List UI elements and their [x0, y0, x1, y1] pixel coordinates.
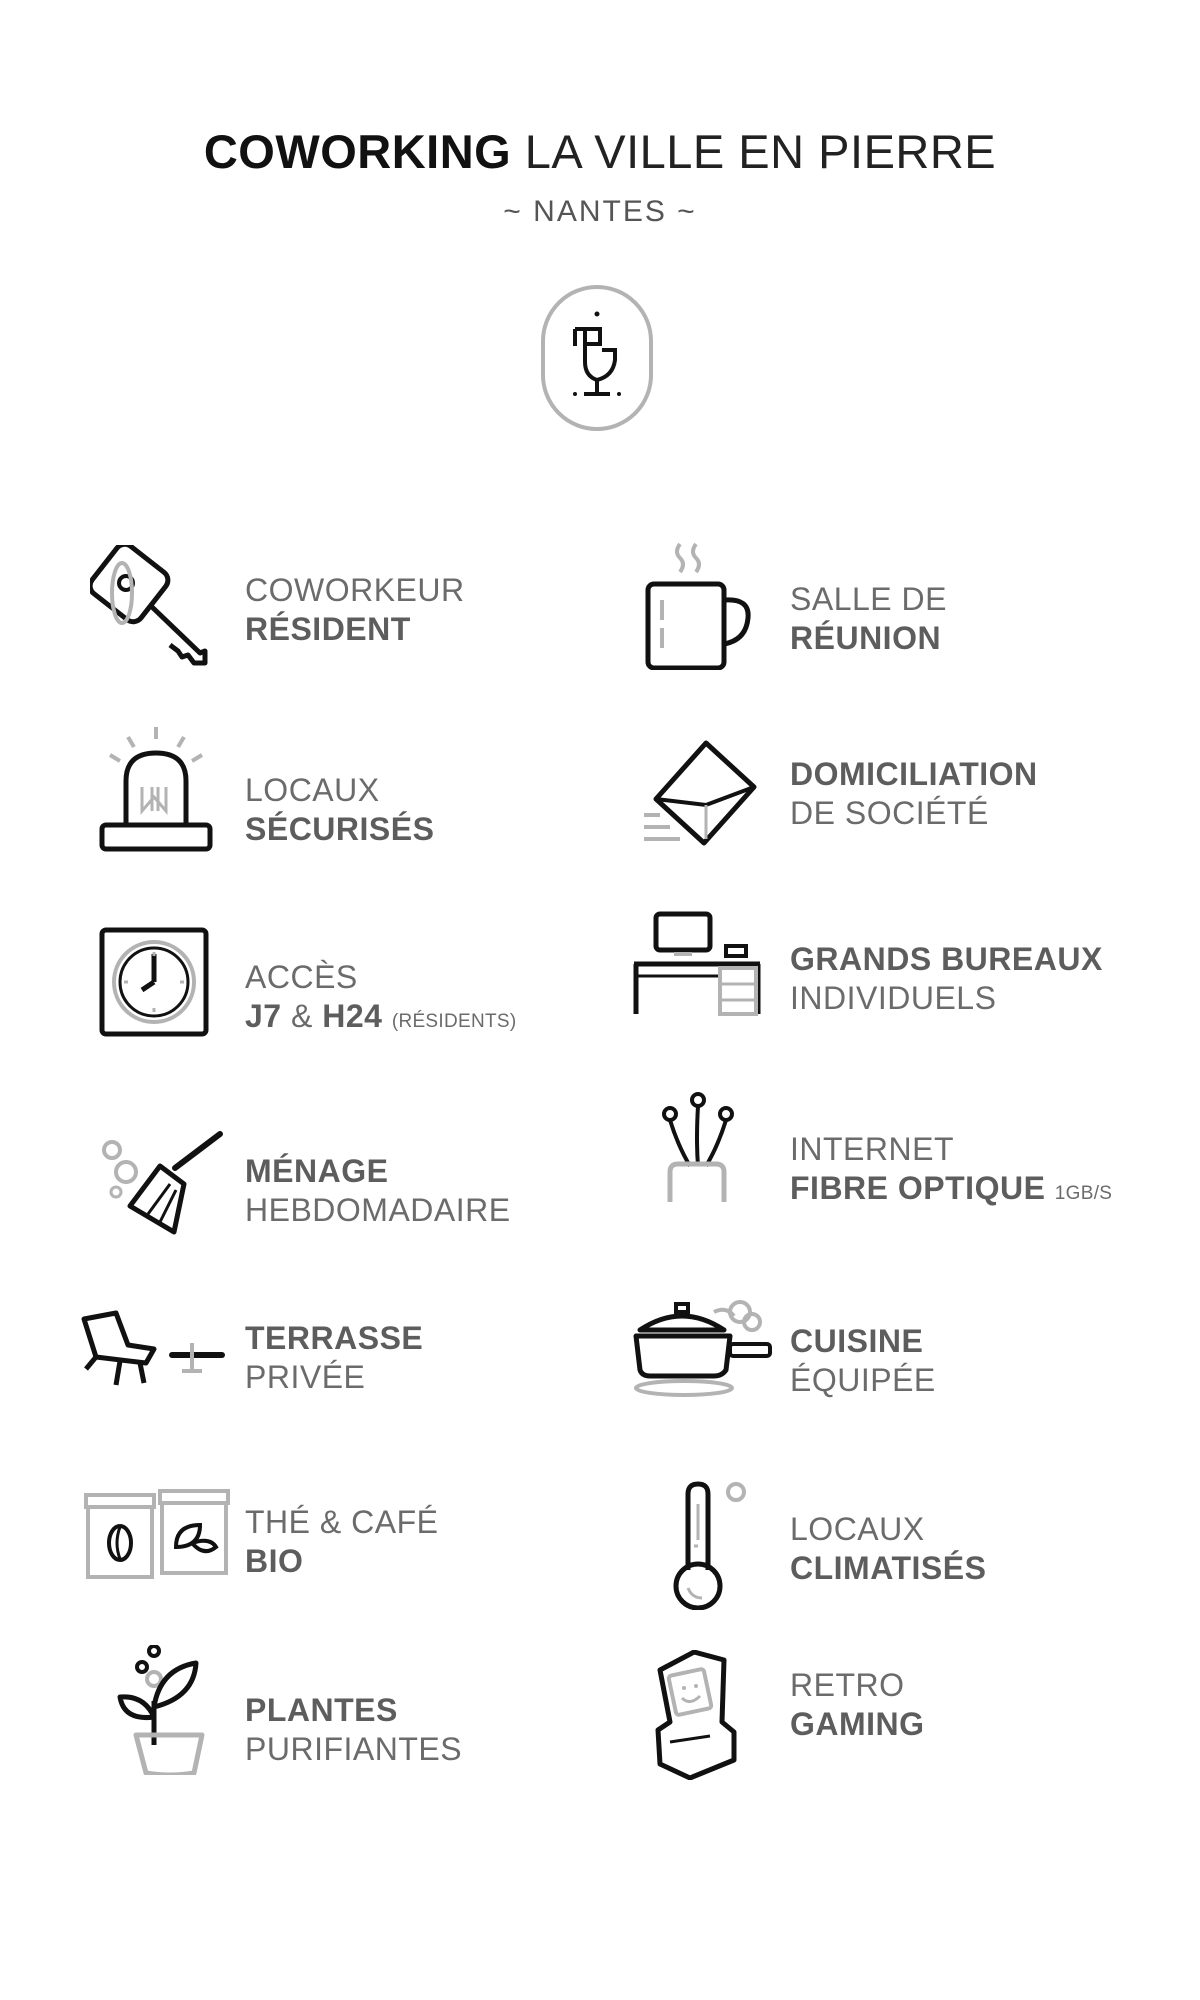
feature-line1: THÉ & CAFÉ: [245, 1504, 439, 1540]
feature-line2: HEBDOMADAIRE: [245, 1192, 511, 1228]
feature-acces: [90, 920, 570, 1040]
feature-line2: SÉCURISÉS: [245, 811, 435, 847]
mug-icon: [640, 540, 780, 670]
feature-line2: PURIFIANTES: [245, 1731, 463, 1767]
page-subtitle: ~ NANTES ~: [503, 195, 697, 228]
feature-line1: LOCAUX: [790, 1511, 925, 1547]
feature-line1: COWORKEUR: [245, 572, 465, 608]
feature-locaux-securises: [90, 725, 550, 845]
feature-line2: ÉQUIPÉE: [790, 1362, 936, 1398]
feature-line1: SALLE DE: [790, 581, 947, 617]
arcade-machine-icon: [640, 1650, 780, 1780]
feature-line1: DOMICILIATION: [790, 756, 1038, 792]
title-bold: COWORKING: [203, 125, 512, 178]
feature-residents-note: (RÉSIDENTS): [391, 1011, 517, 1032]
feature-line2: CLIMATISÉS: [790, 1550, 987, 1586]
clock-icon: [90, 920, 230, 1050]
feature-line2: GAMING: [790, 1706, 925, 1742]
feature-domiciliation: [640, 735, 1120, 855]
desk-icon: [630, 910, 770, 1040]
cooking-pan-icon: [630, 1290, 780, 1420]
feature-the-cafe: [80, 1485, 540, 1605]
page-title: [0, 124, 1200, 179]
feature-line1: LOCAUX: [245, 772, 380, 808]
feature-line1: GRANDS BUREAUX: [790, 941, 1103, 977]
feature-plantes: [90, 1645, 550, 1765]
feature-line1: INTERNET: [790, 1131, 954, 1167]
feature-terrasse: [80, 1305, 540, 1425]
title-light: LA VILLE EN PIERRE: [524, 125, 997, 178]
feature-line1: CUISINE: [790, 1323, 924, 1359]
thermometer-icon: [640, 1480, 780, 1610]
feature-line2: RÉSIDENT: [245, 611, 411, 647]
feature-line2: DE SOCIÉTÉ: [790, 795, 989, 831]
fiber-optic-icon: [640, 1090, 780, 1220]
feature-line1: MÉNAGE: [245, 1153, 389, 1189]
feature-climatises: [640, 1480, 1120, 1600]
feature-line1: PLANTES: [245, 1692, 398, 1728]
feature-menage: [90, 1110, 570, 1230]
feature-line2: INDIVIDUELS: [790, 980, 997, 1016]
feature-salle: [640, 540, 1100, 660]
feature-line2: FIBRE OPTIQUE: [790, 1170, 1046, 1206]
key-icon: [90, 545, 230, 675]
feature-h24: H24: [322, 998, 383, 1034]
alarm-light-icon: [90, 725, 230, 855]
feature-line1: TERRASSE: [245, 1320, 424, 1356]
feature-j7: J7: [245, 998, 282, 1034]
feature-internet: [640, 1090, 1140, 1210]
plant-icon: [90, 1645, 230, 1775]
feature-retro: [640, 1650, 1120, 1770]
logo-emblem-icon: [540, 284, 654, 432]
feature-amp: &: [290, 998, 313, 1034]
feature-bureaux: [630, 910, 1130, 1030]
feature-line2: BIO: [245, 1543, 304, 1579]
feature-cuisine: [630, 1290, 1130, 1410]
envelope-icon: [640, 735, 780, 865]
feature-coworkeur: [90, 545, 550, 665]
deck-chair-icon: [80, 1305, 240, 1435]
feature-line2: PRIVÉE: [245, 1359, 366, 1395]
feature-speed-note: 1GB/S: [1054, 1183, 1113, 1204]
feature-line2: RÉUNION: [790, 620, 942, 656]
broom-icon: [90, 1110, 230, 1240]
feature-line1: RETRO: [790, 1667, 905, 1703]
tea-coffee-bags-icon: [80, 1485, 240, 1615]
feature-line1: ACCÈS: [245, 959, 358, 995]
